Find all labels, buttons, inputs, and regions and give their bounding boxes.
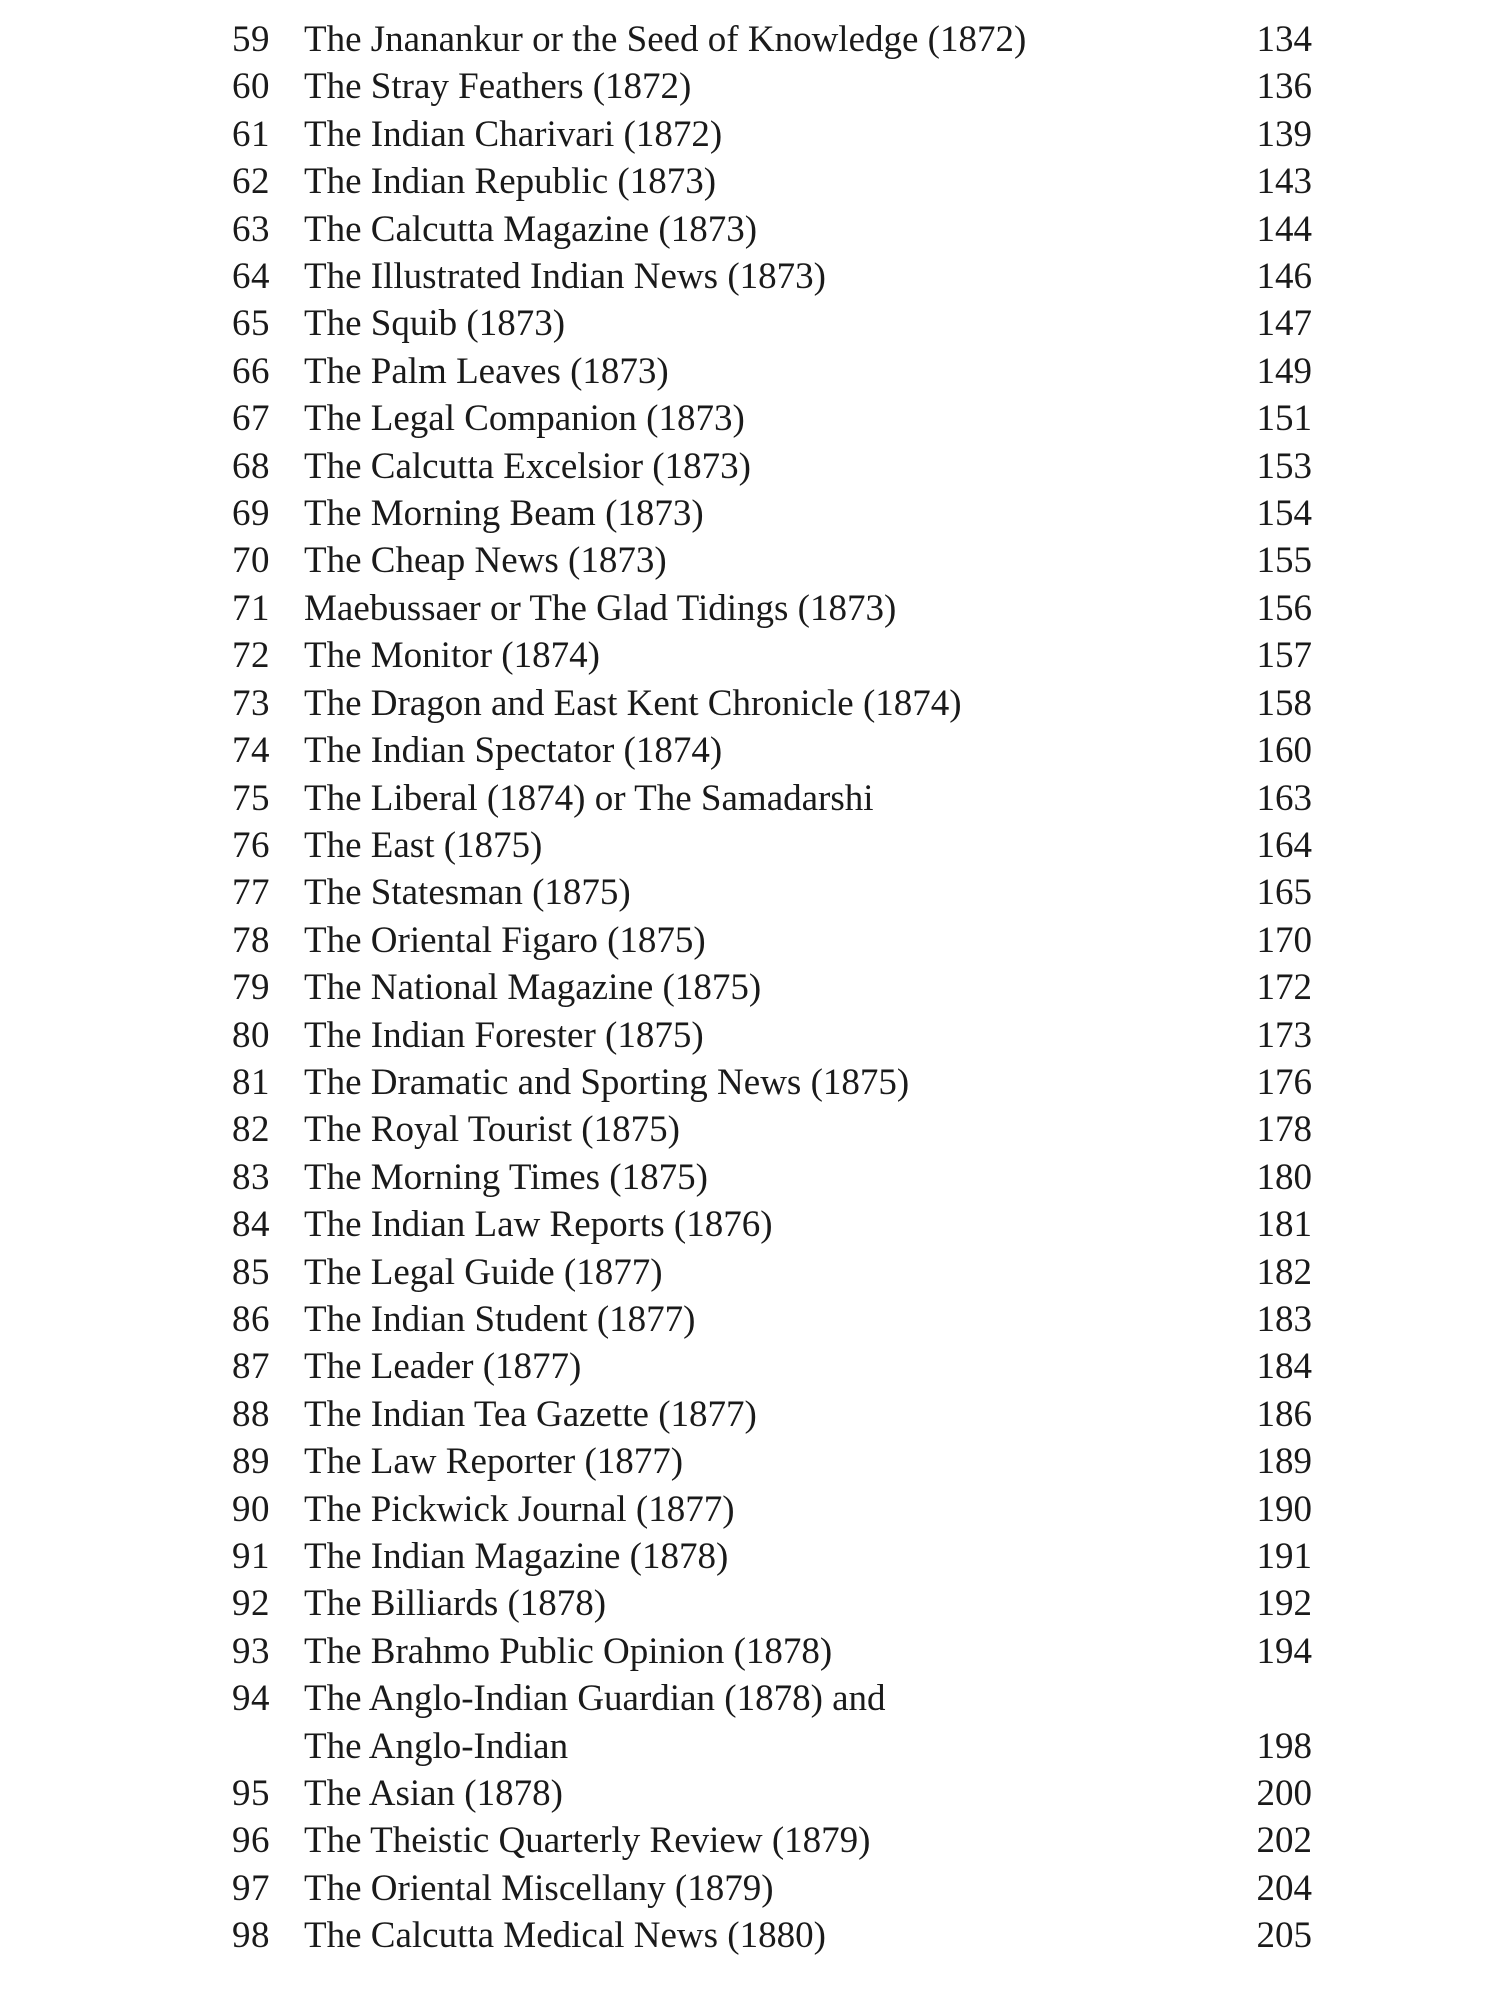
entry-title: The Liberal (1874) or The Samadarshi bbox=[304, 777, 874, 819]
entry-title: The Dragon and East Kent Chronicle (1874) bbox=[304, 682, 962, 724]
entry-title: The Stray Feathers (1872) bbox=[304, 66, 692, 108]
toc-entry bbox=[232, 300, 1312, 347]
toc-entry bbox=[232, 111, 1312, 158]
entry-page-number: 200 bbox=[1256, 1773, 1312, 1815]
table-of-contents bbox=[232, 16, 1312, 1960]
entry-title: The Oriental Figaro (1875) bbox=[304, 919, 706, 961]
entry-title: The Statesman (1875) bbox=[304, 872, 631, 914]
entry-page-number: 205 bbox=[1256, 1915, 1312, 1957]
entry-number: 61 bbox=[232, 113, 270, 155]
toc-entry bbox=[232, 680, 1312, 727]
entry-number: 77 bbox=[232, 872, 270, 914]
entry-title: The Pickwick Journal (1877) bbox=[304, 1488, 735, 1530]
entry-number: 62 bbox=[232, 161, 270, 203]
entry-title: The Indian Magazine (1878) bbox=[304, 1536, 729, 1577]
toc-entry bbox=[232, 1533, 1312, 1580]
toc-entry bbox=[232, 537, 1312, 584]
toc-entry bbox=[232, 1296, 1312, 1343]
entry-page-number: 164 bbox=[1256, 824, 1312, 866]
entry-number: 66 bbox=[232, 350, 270, 392]
entry-title: Maebussaer or The Glad Tidings (1873) bbox=[304, 587, 897, 629]
entry-page-number: 191 bbox=[1256, 1536, 1312, 1577]
entry-title: The Illustrated Indian News (1873) bbox=[304, 256, 826, 298]
entry-title: The Indian Law Reports (1876) bbox=[304, 1204, 773, 1246]
toc-entry bbox=[232, 1059, 1312, 1106]
entry-page-number: 153 bbox=[1256, 445, 1312, 487]
entry-number: 74 bbox=[232, 730, 270, 772]
entry-page-number: 160 bbox=[1256, 730, 1312, 772]
entry-number: 85 bbox=[232, 1251, 270, 1293]
toc-entry bbox=[232, 490, 1312, 537]
entry-page-number: 139 bbox=[1256, 113, 1312, 155]
entry-page-number: 165 bbox=[1256, 872, 1312, 914]
entry-title: The Oriental Miscellany (1879) bbox=[304, 1867, 774, 1909]
entry-page-number: 204 bbox=[1256, 1867, 1312, 1909]
entry-page-number: 134 bbox=[1256, 19, 1312, 60]
entry-title: The Indian Spectator (1874) bbox=[304, 730, 723, 772]
entry-page-number: 147 bbox=[1256, 303, 1312, 345]
entry-title: The East (1875) bbox=[304, 824, 543, 866]
entry-number: 93 bbox=[232, 1630, 270, 1672]
toc-entry bbox=[232, 1770, 1312, 1817]
entry-number: 60 bbox=[232, 66, 270, 108]
toc-entry bbox=[232, 1106, 1312, 1153]
entry-title: The Morning Times (1875) bbox=[304, 1156, 708, 1198]
entry-title: The Indian Student (1877) bbox=[304, 1298, 696, 1340]
entry-title: The Theistic Quarterly Review (1879) bbox=[304, 1820, 871, 1862]
toc-entry bbox=[232, 1628, 1312, 1675]
entry-title: The Palm Leaves (1873) bbox=[304, 350, 669, 392]
entry-title: The Squib (1873) bbox=[304, 303, 566, 345]
toc-entry bbox=[232, 206, 1312, 253]
entry-page-number: 190 bbox=[1256, 1488, 1312, 1530]
entry-number: 91 bbox=[232, 1536, 270, 1577]
entry-number: 92 bbox=[232, 1583, 270, 1625]
entry-page-number: 157 bbox=[1256, 635, 1312, 677]
entry-title: The Billiards (1878) bbox=[304, 1583, 607, 1625]
toc-entry bbox=[232, 1201, 1312, 1248]
entry-page-number: 136 bbox=[1256, 66, 1312, 108]
entry-number: 89 bbox=[232, 1441, 270, 1483]
toc-entry bbox=[232, 775, 1312, 822]
entry-number: 67 bbox=[232, 398, 270, 440]
entry-page-number: 192 bbox=[1256, 1583, 1312, 1625]
entry-page-number: 144 bbox=[1256, 208, 1312, 250]
entry-page-number: 183 bbox=[1256, 1298, 1312, 1340]
entry-title: The Calcutta Excelsior (1873) bbox=[304, 445, 751, 487]
entry-number: 81 bbox=[232, 1061, 270, 1103]
toc-entry bbox=[232, 822, 1312, 869]
entry-number: 65 bbox=[232, 303, 270, 345]
entry-page-number: 170 bbox=[1256, 919, 1312, 961]
entry-title: The Indian Forester (1875) bbox=[304, 1014, 704, 1056]
toc-entry bbox=[232, 727, 1312, 774]
entry-number: 72 bbox=[232, 635, 270, 677]
toc-entry bbox=[232, 1012, 1312, 1059]
toc-entry bbox=[232, 917, 1312, 964]
entry-number: 76 bbox=[232, 824, 270, 866]
entry-page-number: 158 bbox=[1256, 682, 1312, 724]
toc-entry bbox=[232, 1249, 1312, 1296]
toc-entry bbox=[232, 964, 1312, 1011]
entry-number: 80 bbox=[232, 1014, 270, 1056]
entry-page-number: 202 bbox=[1256, 1820, 1312, 1862]
toc-entry bbox=[232, 348, 1312, 395]
entry-title: The Dramatic and Sporting News (1875) bbox=[304, 1061, 910, 1103]
entry-title: The Brahmo Public Opinion (1878) bbox=[304, 1630, 833, 1672]
entry-number: 69 bbox=[232, 493, 270, 535]
entry-page-number: 151 bbox=[1256, 398, 1312, 440]
entry-number: 94 bbox=[232, 1678, 270, 1720]
entry-number: 59 bbox=[232, 19, 270, 60]
entry-page-number: 156 bbox=[1256, 587, 1312, 629]
entry-number: 95 bbox=[232, 1773, 270, 1815]
entry-title: The Indian Tea Gazette (1877) bbox=[304, 1393, 757, 1435]
toc-entry bbox=[232, 1817, 1312, 1864]
entry-page-number: 198 bbox=[1256, 1725, 1312, 1767]
entry-number: 86 bbox=[232, 1298, 270, 1340]
toc-entry bbox=[232, 443, 1312, 490]
entry-number: 71 bbox=[232, 587, 270, 629]
entry-number: 68 bbox=[232, 445, 270, 487]
toc-entry bbox=[232, 253, 1312, 300]
entry-title: The Law Reporter (1877) bbox=[304, 1441, 684, 1483]
entry-page-number: 184 bbox=[1256, 1346, 1312, 1388]
toc-entry bbox=[232, 1438, 1312, 1485]
entry-title: The Anglo-Indian Guardian (1878) and The Anglo-Indian bbox=[304, 1678, 886, 1767]
toc-entry bbox=[232, 16, 1312, 63]
entry-page-number: 146 bbox=[1256, 256, 1312, 298]
toc-entry bbox=[232, 1865, 1312, 1912]
toc-entry bbox=[232, 1154, 1312, 1201]
entry-page-number: 182 bbox=[1256, 1251, 1312, 1293]
entry-title: The Leader (1877) bbox=[304, 1346, 582, 1388]
entry-page-number: 180 bbox=[1256, 1156, 1312, 1198]
entry-page-number: 194 bbox=[1256, 1630, 1312, 1672]
entry-number: 83 bbox=[232, 1156, 270, 1198]
entry-title: The Morning Beam (1873) bbox=[304, 493, 704, 535]
entry-title: The Legal Guide (1877) bbox=[304, 1251, 663, 1293]
entry-title: The Calcutta Magazine (1873) bbox=[304, 208, 758, 250]
entry-title: The Cheap News (1873) bbox=[304, 540, 667, 582]
toc-entry bbox=[232, 585, 1312, 632]
entry-number: 73 bbox=[232, 682, 270, 724]
entry-number: 75 bbox=[232, 777, 270, 819]
entry-title: The Asian (1878) bbox=[304, 1773, 563, 1815]
entry-number: 90 bbox=[232, 1488, 270, 1530]
entry-page-number: 163 bbox=[1256, 777, 1312, 819]
entry-page-number: 178 bbox=[1256, 1109, 1312, 1151]
entry-page-number: 172 bbox=[1256, 967, 1312, 1009]
toc-entry bbox=[232, 1580, 1312, 1627]
entry-number: 78 bbox=[232, 919, 270, 961]
entry-title: The Calcutta Medical News (1880) bbox=[304, 1915, 826, 1957]
toc-entry bbox=[232, 1343, 1312, 1390]
entry-title: The Royal Tourist (1875) bbox=[304, 1109, 680, 1151]
entry-number: 70 bbox=[232, 540, 270, 582]
entry-title: The Jnanankur or the Seed of Knowledge (1872) bbox=[304, 19, 1027, 60]
entry-number: 79 bbox=[232, 967, 270, 1009]
entry-number: 63 bbox=[232, 208, 270, 250]
entry-number: 88 bbox=[232, 1393, 270, 1435]
entry-title: The Indian Charivari (1872) bbox=[304, 113, 723, 155]
toc-entry bbox=[232, 869, 1312, 916]
toc-entry bbox=[232, 1912, 1312, 1959]
toc-entry bbox=[232, 1675, 1312, 1770]
entry-title: The Legal Companion (1873) bbox=[304, 398, 745, 440]
entry-page-number: 149 bbox=[1256, 350, 1312, 392]
entry-number: 96 bbox=[232, 1820, 270, 1862]
entry-page-number: 155 bbox=[1256, 540, 1312, 582]
entry-number: 87 bbox=[232, 1346, 270, 1388]
entry-number: 97 bbox=[232, 1867, 270, 1909]
entry-page-number: 154 bbox=[1256, 493, 1312, 535]
toc-entry bbox=[232, 63, 1312, 110]
toc-entry bbox=[232, 395, 1312, 442]
entry-title: The Indian Republic (1873) bbox=[304, 161, 717, 203]
entry-page-number: 186 bbox=[1256, 1393, 1312, 1435]
toc-entry bbox=[232, 632, 1312, 679]
toc-entry bbox=[232, 1486, 1312, 1533]
entry-number: 82 bbox=[232, 1109, 270, 1151]
entry-page-number: 189 bbox=[1256, 1441, 1312, 1483]
entry-page-number: 176 bbox=[1256, 1061, 1312, 1103]
entry-page-number: 143 bbox=[1256, 161, 1312, 203]
entry-title: The National Magazine (1875) bbox=[304, 967, 762, 1009]
toc-entry bbox=[232, 1391, 1312, 1438]
toc-entry bbox=[232, 158, 1312, 205]
entry-page-number: 173 bbox=[1256, 1014, 1312, 1056]
entry-number: 98 bbox=[232, 1915, 270, 1957]
entry-page-number: 181 bbox=[1256, 1204, 1312, 1246]
entry-number: 84 bbox=[232, 1204, 270, 1246]
entry-number: 64 bbox=[232, 256, 270, 298]
entry-title: The Monitor (1874) bbox=[304, 635, 600, 677]
